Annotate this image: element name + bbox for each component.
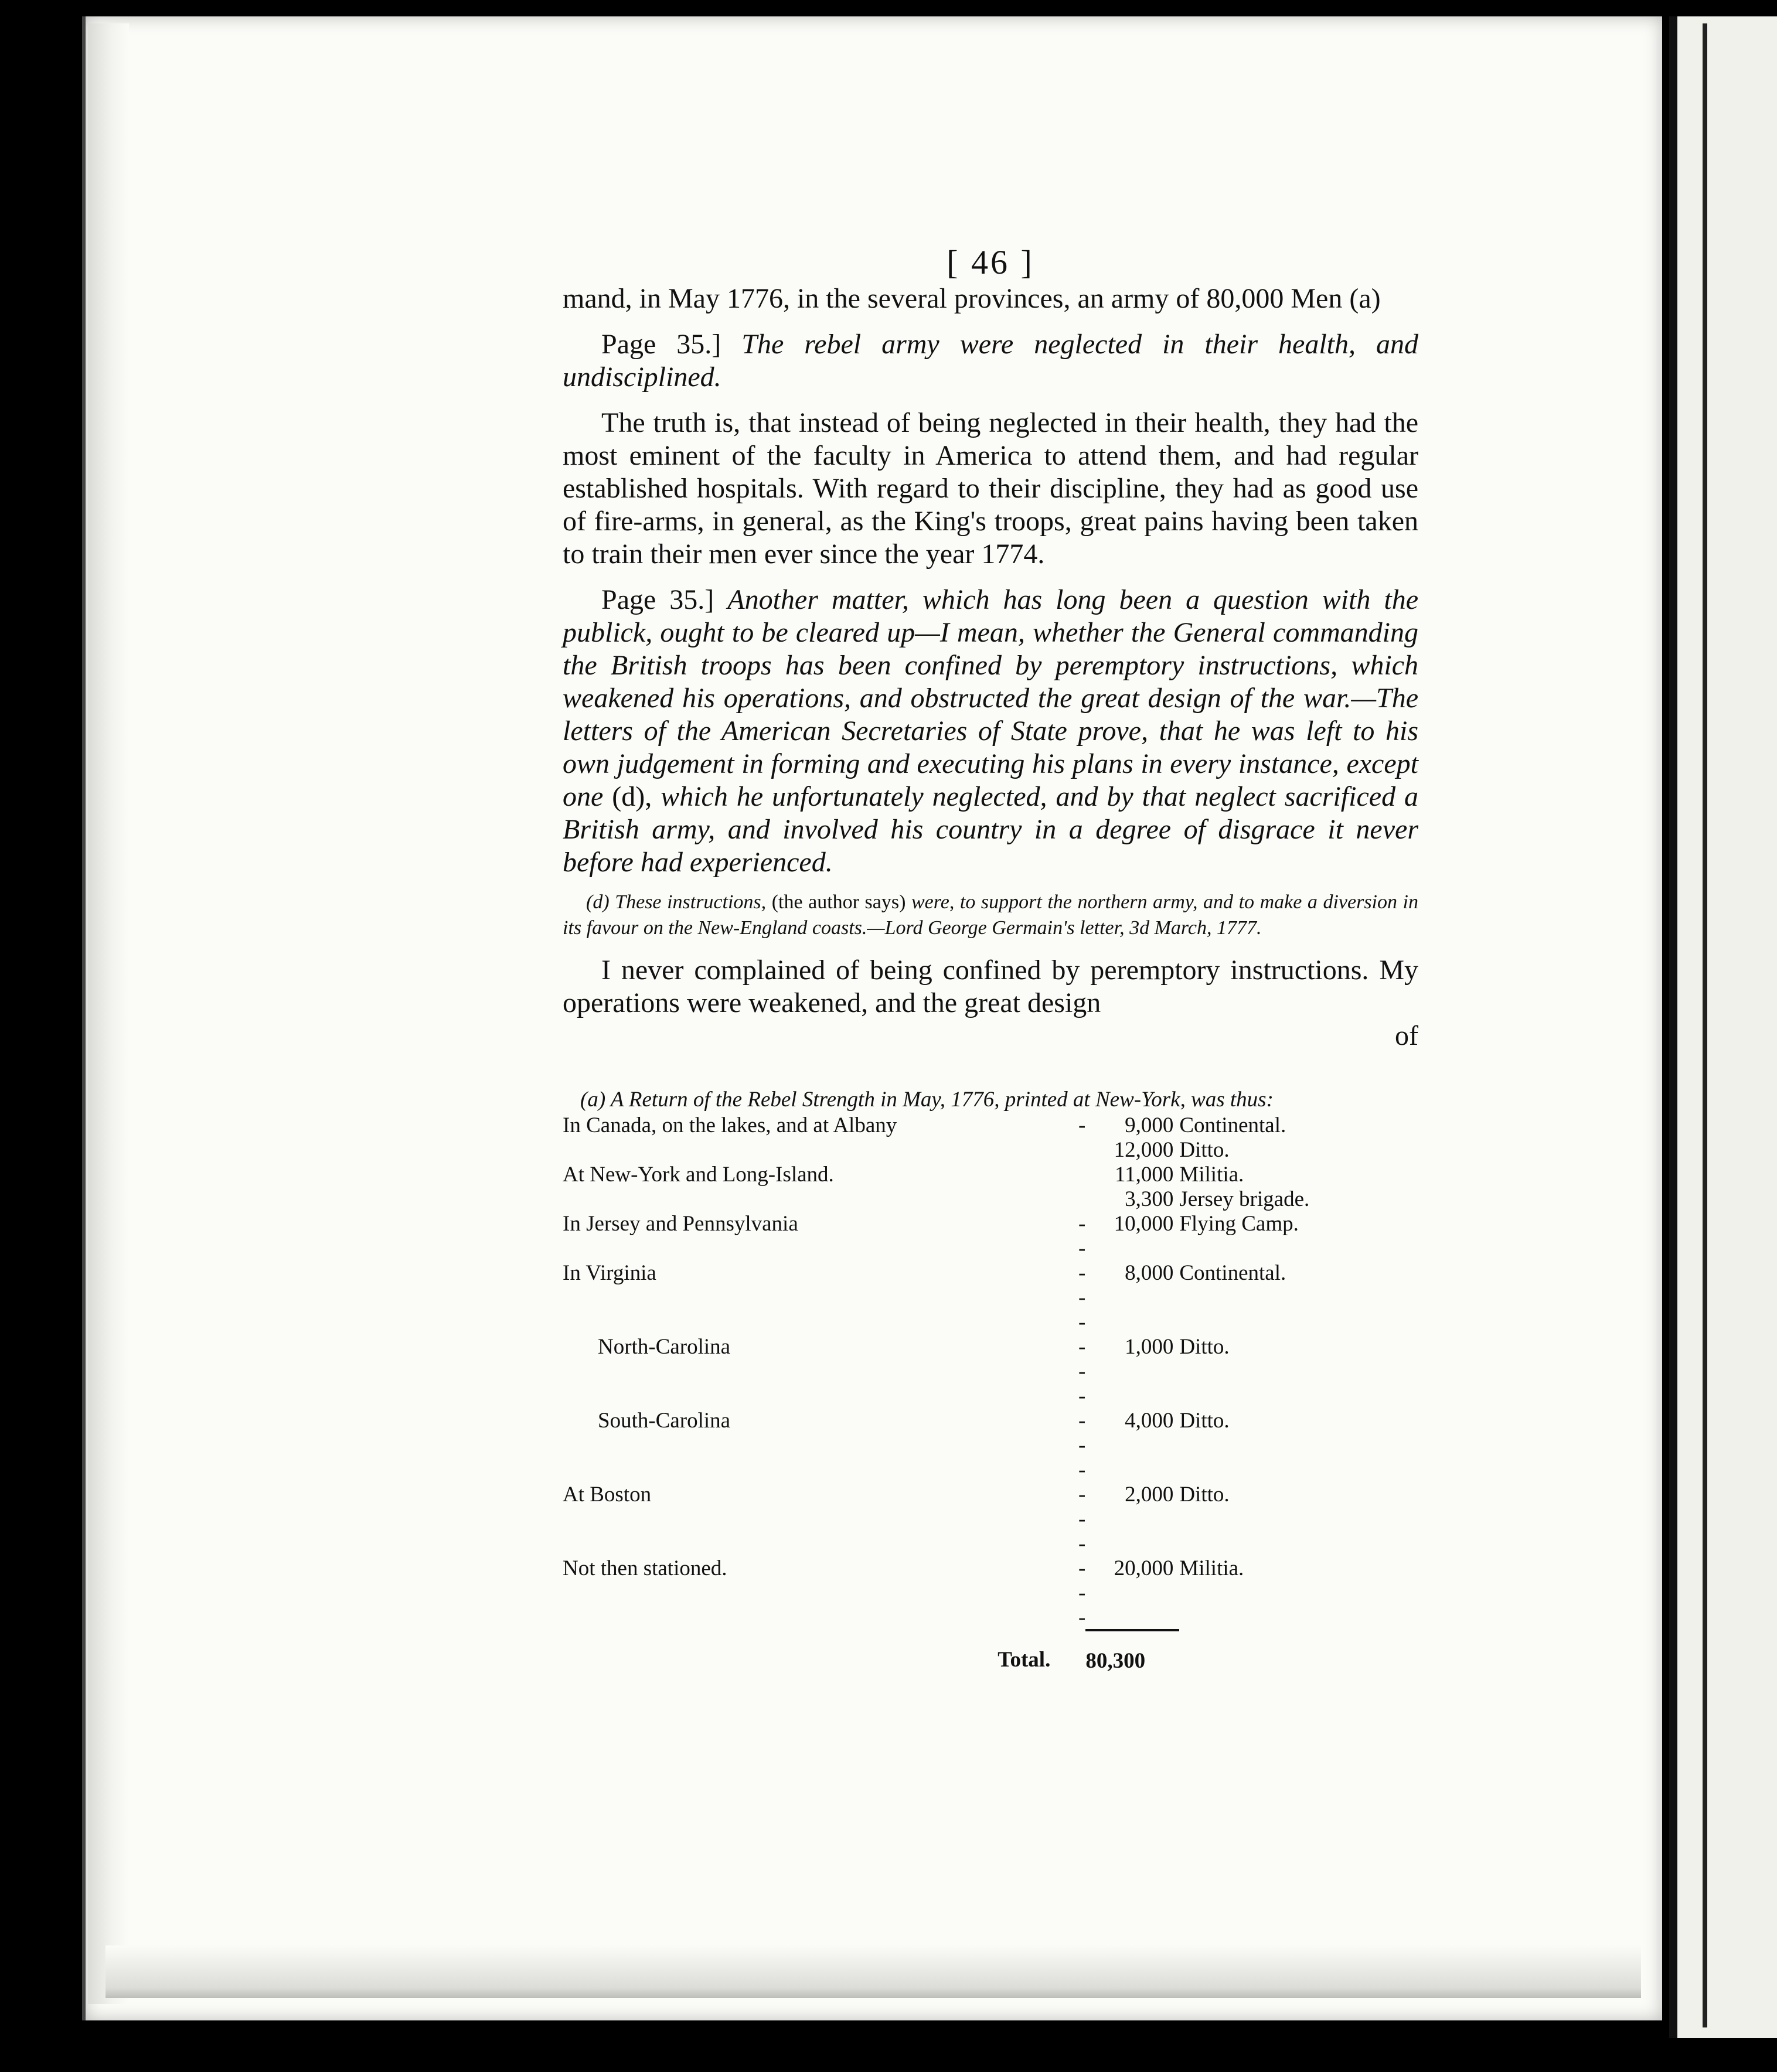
return-place [563, 1187, 1078, 1212]
return-amount: 12,000 [1114, 1138, 1174, 1162]
binding-line [1703, 23, 1707, 2027]
table-row [563, 1409, 1418, 1483]
table-row [563, 1261, 1418, 1335]
return-dashes: - - - [1078, 1483, 1086, 1556]
return-description: Ditto. [1179, 1138, 1230, 1162]
return-place: At New-York and Long-Island. [563, 1163, 834, 1187]
return-footnote [563, 1088, 1418, 1674]
table-row [563, 1483, 1418, 1556]
return-amount: 11,000 [1114, 1163, 1174, 1187]
return-dashes: - [1078, 1113, 1086, 1137]
quote-paragraph-2 [563, 584, 1418, 879]
return-description: Ditto. [1179, 1335, 1230, 1359]
table-row [563, 1187, 1418, 1212]
return-amount: 9,000 [1125, 1113, 1174, 1137]
return-place: Not then stationed. [563, 1556, 727, 1580]
return-amount: 20,000 [1114, 1556, 1174, 1580]
footnote-d-part-b: (the author says) [771, 891, 906, 913]
return-amount: 4,000 [1125, 1409, 1174, 1433]
reply-paragraph-1: The truth is, that instead of being neglected in their health, they had the most eminent of the faculty in America to attend them, and had regular established hospitals. With regard to their discipline, they had as good use of fire-arms, in general, as the King's troops, great pains having been taken to train their men ever since the year 1774. [563, 407, 1418, 570]
total-amount: 80,300 [1085, 1630, 1179, 1674]
quote-2-page-ref: Page 35.] [601, 584, 714, 615]
quote-1-text: The rebel army were neglected in their health, and undisciplined. [563, 329, 1419, 393]
table-row [563, 1113, 1418, 1138]
reply-paragraph-2: I never complained of being confined by peremptory instructions. My operations were weakened, and the great design [563, 955, 1418, 1018]
return-amount: 3,300 [1125, 1187, 1174, 1211]
total-spacer [1179, 1630, 1418, 1674]
return-amount: 8,000 [1125, 1261, 1174, 1285]
return-table [563, 1113, 1418, 1674]
return-place: In Virginia [563, 1261, 656, 1285]
catchword: of [1395, 1020, 1418, 1051]
continuation-paragraph: mand, in May 1776, in the several provinces, an army of 80,000 Men (a) [563, 283, 1381, 314]
return-description: Continental. [1179, 1261, 1286, 1285]
return-dashes: - - [1078, 1212, 1086, 1260]
return-dashes: - - - [1078, 1556, 1086, 1630]
return-place: North-Carolina [598, 1335, 731, 1359]
quote-2-text-a: Another matter, which has long been a question with the publick, ought to be cleared up—I mean, whether the General commanding the British troops has been confined by peremptory instructions, which weakened his operations, and obstructed the great design of the war.—The letters of the American Secretaries of State prove, that he was left to his own judgement in forming and executing his plans in every instance, except one [563, 584, 1419, 812]
quote-2-text-b: which he unfortunately neglected, and by that neglect sacrificed a British army, and involved his country in a degree of disgrace it never before had experienced. [563, 781, 1419, 878]
footnote-d-part-c: were, to support the northern army, and to make a diversion in its favour on the New-England coasts.—Lord George Germain's letter, 3d March, 1777. [563, 891, 1419, 939]
quote-paragraph-1 [563, 328, 1418, 394]
page-text [563, 243, 1419, 1674]
return-description: Militia. [1179, 1163, 1244, 1187]
page-gutter-shadow [88, 23, 129, 2004]
facing-page-edge [1669, 16, 1777, 2038]
page-number: [ 46 ] [947, 243, 1034, 281]
return-dashes [1078, 1187, 1085, 1212]
return-description: Militia. [1179, 1556, 1244, 1580]
footnote-d-part-a: (d) These instructions, [586, 891, 767, 913]
table-row [563, 1138, 1418, 1163]
return-description: Ditto. [1179, 1409, 1230, 1433]
return-dashes [1078, 1138, 1085, 1163]
table-row [563, 1556, 1418, 1630]
return-amount: 10,000 [1114, 1212, 1174, 1236]
table-row [563, 1163, 1418, 1187]
return-dashes: - - - [1078, 1335, 1086, 1408]
return-dashes [1078, 1163, 1085, 1187]
footnote-d [563, 890, 1418, 941]
table-row [563, 1212, 1418, 1261]
return-place: South-Carolina [598, 1409, 731, 1433]
return-dashes: - - - [1078, 1409, 1086, 1482]
return-place [563, 1138, 1078, 1163]
total-label: Total. [998, 1648, 1051, 1672]
return-place: In Canada, on the lakes, and at Albany [563, 1113, 897, 1137]
return-description: Continental. [1179, 1113, 1286, 1137]
return-dashes: - - - [1078, 1261, 1086, 1334]
return-description: Ditto. [1179, 1483, 1230, 1507]
return-amount: 1,000 [1125, 1335, 1174, 1359]
return-description: Jersey brigade. [1179, 1187, 1310, 1211]
table-row [563, 1335, 1418, 1409]
page-bottom-edge [105, 1945, 1641, 1998]
quote-1-page-ref: Page 35.] [601, 329, 721, 360]
return-place: At Boston [563, 1483, 652, 1507]
return-description: Flying Camp. [1179, 1212, 1299, 1236]
quote-2-note-ref: (d), [612, 781, 652, 812]
return-place: In Jersey and Pennsylvania [563, 1212, 798, 1236]
total-row [563, 1630, 1418, 1674]
return-amount: 2,000 [1125, 1483, 1174, 1507]
return-title: (a) A Return of the Rebel Strength in May, 1776, printed at New-York, was thus: [580, 1088, 1274, 1112]
